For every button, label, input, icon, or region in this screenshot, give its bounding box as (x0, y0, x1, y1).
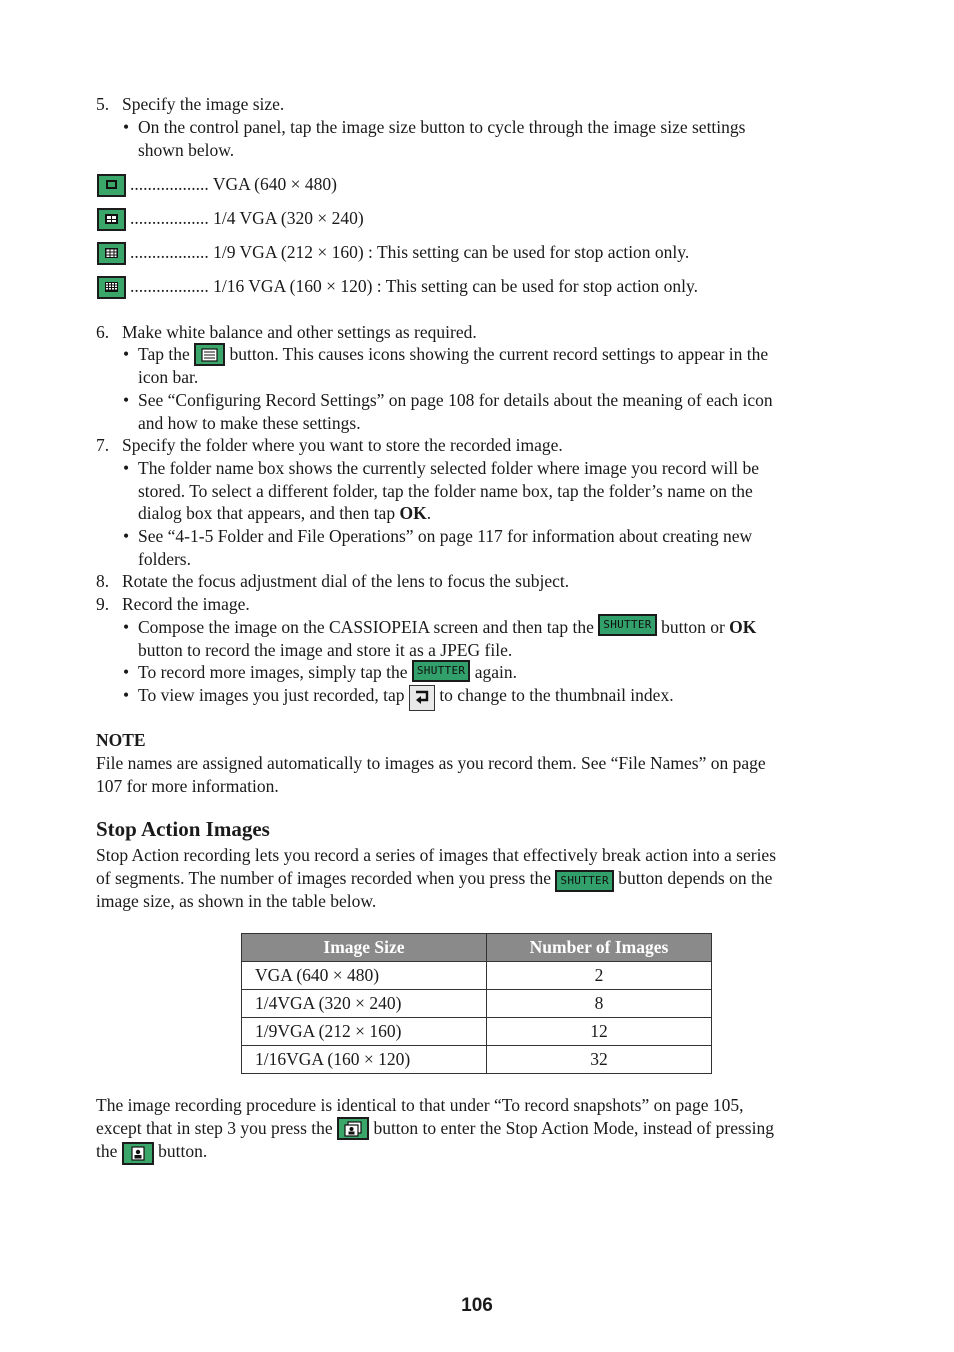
bullet-text: See “Configuring Record Settings” on page 108 for details about the meaning of each icon (138, 390, 773, 410)
bullet-text: stored. To select a different folder, tap the folder name box, tap the folder’s name on the (138, 481, 753, 501)
note-heading: NOTE (96, 730, 146, 750)
bullet-text: shown below. (138, 140, 235, 160)
table-header-row (242, 934, 712, 962)
paragraph-text: image size, as shown in the table below. (96, 891, 377, 911)
paragraph-text: except that in step 3 you press the button to enter the Stop Action Mode, instead of pressing (96, 1117, 774, 1141)
size-option: .................. 1/9 VGA (212 × 160) : This setting can be used for stop action only. (130, 242, 690, 262)
bullet-text: Tap the button. This causes icons showing the current record settings to appear in the (138, 343, 768, 367)
step-text: Specify the image size. (122, 94, 285, 114)
sixteenth-vga-icon (97, 276, 126, 299)
table-row (242, 1018, 712, 1046)
bullet-text: The folder name box shows the currently selected folder where image you record will be (138, 458, 760, 478)
bullet-text: and how to make these settings. (138, 413, 361, 433)
bullet: • (123, 390, 130, 410)
shutter-button[interactable]: SHUTTER (555, 870, 613, 892)
step-number: 7. (96, 435, 110, 455)
bullet: • (123, 117, 130, 137)
paragraph-text: of segments. The number of images recorded when you press the SHUTTER button depends on the (96, 867, 772, 891)
section-heading: Stop Action Images (96, 817, 270, 841)
bullet: • (123, 344, 130, 364)
step-text: Rotate the focus adjustment dial of the lens to focus the subject. (122, 571, 570, 591)
table-cell: VGA (640 × 480) (242, 962, 487, 990)
ninth-vga-icon (97, 242, 126, 265)
step-text: Specify the folder where you want to store the recorded image. (122, 435, 563, 455)
vga-icon (97, 174, 126, 197)
table-cell: 32 (487, 1046, 712, 1074)
paragraph-text: The image recording procedure is identical to that under “To record snapshots” on page 105, (96, 1095, 744, 1115)
shutter-button[interactable]: SHUTTER (598, 614, 656, 636)
table-row (242, 962, 712, 990)
bullet-text: To view images you just recorded, tap to change to the thumbnail index. (138, 684, 674, 710)
table-cell: 1/4VGA (320 × 240) (242, 990, 487, 1018)
paragraph-text: Stop Action recording lets you record a series of images that effectively break action into a series (96, 845, 777, 865)
note-text: 107 for more information. (96, 776, 279, 796)
bullet-text: folders. (138, 549, 191, 569)
table-row (242, 990, 712, 1018)
step-number: 9. (96, 594, 110, 614)
stop-action-icon[interactable] (337, 1117, 369, 1140)
step-text: Record the image. (122, 594, 250, 614)
bullet-text: dialog box that appears, and then tap OK. (138, 503, 432, 523)
bullet: • (123, 617, 130, 637)
bullet-text: Compose the image on the CASSIOPEIA screen and then tap the SHUTTER button or OK (138, 616, 756, 640)
table-cell: 1/16VGA (160 × 120) (242, 1046, 487, 1074)
bullet-text: See “4-1-5 Folder and File Operations” on page 117 for information about creating new (138, 526, 753, 546)
return-icon[interactable] (409, 685, 435, 711)
table-row (242, 1046, 712, 1074)
step-text: Make white balance and other settings as required. (122, 322, 477, 342)
bullet-text: icon bar. (138, 367, 199, 387)
step-number: 6. (96, 322, 110, 342)
page-number: 106 (461, 1295, 493, 1316)
bullet: • (123, 685, 130, 705)
bullet: • (123, 662, 130, 682)
column-header: Number of Images (487, 934, 712, 962)
table-cell: 2 (487, 962, 712, 990)
shutter-button[interactable]: SHUTTER (412, 660, 470, 682)
size-option: .................. 1/4 VGA (320 × 240) (130, 208, 364, 228)
image-count-table (241, 933, 712, 1074)
bullet-text: button to record the image and store it as a JPEG file. (138, 640, 513, 660)
table-cell: 1/9VGA (212 × 160) (242, 1018, 487, 1046)
paragraph-text: the button. (96, 1140, 207, 1164)
bullet-text: On the control panel, tap the image size button to cycle through the image size settings (138, 117, 746, 137)
column-header: Image Size (242, 934, 487, 962)
table-cell: 12 (487, 1018, 712, 1046)
bullet: • (123, 458, 130, 478)
step-number: 5. (96, 94, 110, 114)
bullet: • (123, 526, 130, 546)
bullet-text: To record more images, simply tap the SHUTTER again. (138, 661, 517, 685)
record-settings-icon[interactable] (194, 343, 225, 366)
quarter-vga-icon (97, 208, 126, 231)
size-option: .................. VGA (640 × 480) (130, 174, 337, 194)
table-cell: 8 (487, 990, 712, 1018)
step-number: 8. (96, 571, 110, 591)
size-option: .................. 1/16 VGA (160 × 120) : This setting can be used for stop action only. (130, 276, 699, 296)
note-text: File names are assigned automatically to images as you record them. See “File Names” on page (96, 753, 766, 773)
snapshot-icon[interactable] (122, 1142, 154, 1165)
